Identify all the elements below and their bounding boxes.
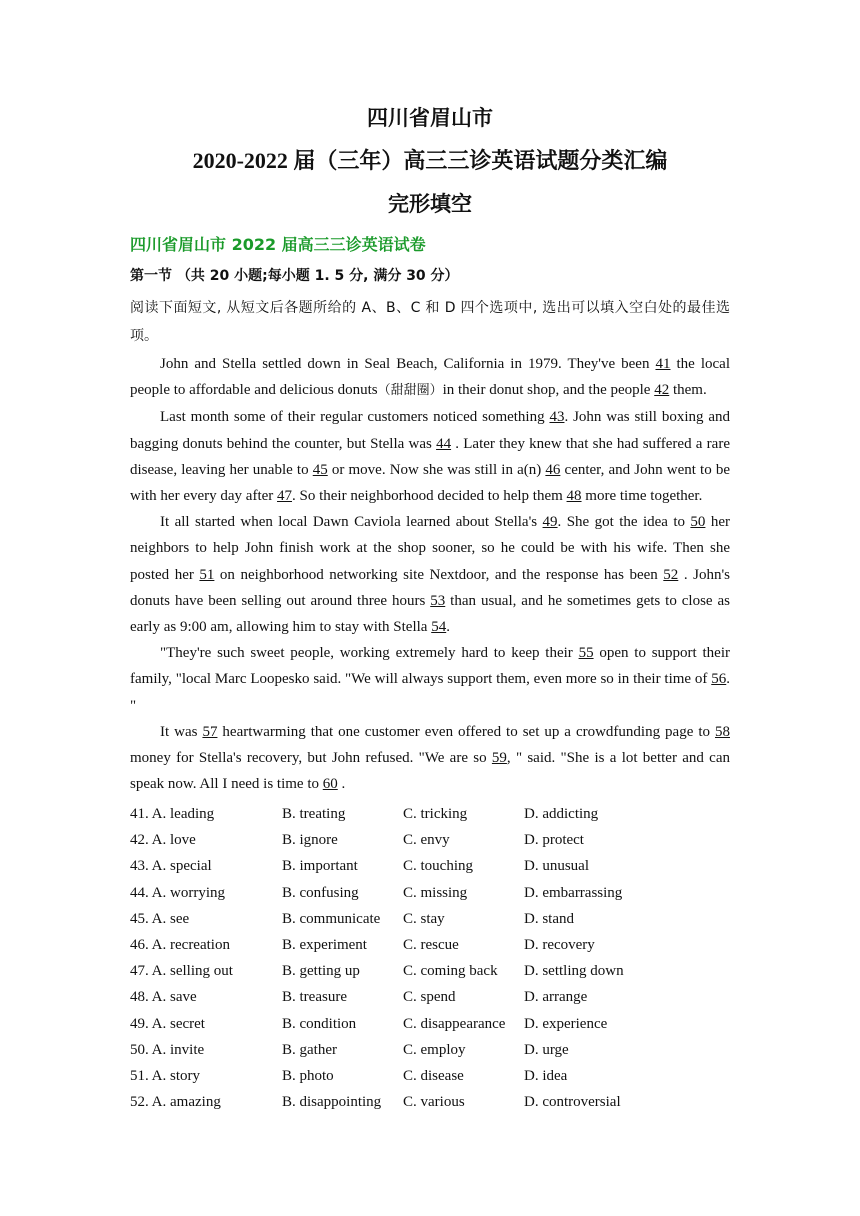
option-row [130,958,750,984]
option-a: 41. A. leading [130,806,215,822]
option-c: C. coming back [403,963,498,980]
passage-text: . Later they knew that she had suffered a rare disease, leaving her unable to [130,435,730,478]
option-c: C. tricking [403,806,468,822]
option-a: 50. A. invite [130,1041,205,1058]
passage-text: the local people to affordable and delicious donuts [130,356,730,399]
blank-number: 57 [202,723,218,740]
blank-number: 52 [663,566,679,583]
option-c: C. disease [403,1067,464,1084]
option-d: D. experience [524,1015,608,1032]
option-a: 44. A. worrying [130,884,225,901]
passage-paragraph [130,640,730,719]
option-b: B. confusing [282,884,359,901]
passage-text: . [446,619,450,636]
blank-number: 47 [277,488,293,505]
option-b: B. condition [282,1015,357,1032]
passage-text: . She got the idea to [557,514,691,531]
option-c: C. disappearance [403,1015,506,1032]
option-b: B. photo [282,1067,334,1084]
title-line-1: 四川省眉山市 [367,106,493,130]
option-d: D. stand [524,910,574,927]
option-a: 45. A. see [130,910,190,927]
blank-number: 45 [312,461,328,478]
option-c: C. various [403,1094,465,1111]
blank-number: 58 [715,723,730,740]
option-row [130,984,750,1010]
option-d: D. controversial [524,1094,621,1111]
option-a: 49. A. secret [130,1015,205,1032]
passage-text: "They're such sweet people, working extremely hard to keep their [160,645,579,662]
option-d: D. embarrassing [524,884,623,901]
title-line-2: 2020-2022 届（三年）高三三诊英语试题分类汇编 [192,148,668,173]
blank-number: 59 [491,750,507,767]
blank-number: 53 [430,592,446,609]
chinese-gloss: （甜甜圈） [377,383,443,399]
instructions: 阅读下面短文, 从短文后各题所给的 A、B、C 和 D 四个选项中, 选出可以填入空白处的最佳选项。 [130,300,730,344]
blank-number: 49 [542,514,558,531]
option-row [130,853,750,879]
option-row [130,827,750,853]
passage-text: . " [130,671,730,714]
option-d: D. settling down [524,963,624,980]
option-row [130,880,750,906]
option-b: B. getting up [282,963,360,980]
blank-number: 50 [690,514,706,531]
option-row [130,1011,750,1037]
option-row [130,801,750,827]
option-d: D. urge [524,1041,569,1058]
passage-text: center, and John went to be with her every day after [130,461,730,505]
option-c: C. touching [403,858,473,875]
option-c: C. employ [403,1041,466,1058]
passage-text: It was [160,723,203,740]
option-row [130,1089,750,1115]
option-b: B. treating [282,806,346,822]
title-line-3: 完形填空 [388,192,472,216]
blank-number: 56 [711,671,727,688]
option-a: 47. A. selling out [130,963,233,980]
passage-paragraph [130,351,730,404]
passage-text: . John's donuts have been selling out around three hours [130,566,730,609]
option-d: D. arrange [524,989,588,1006]
option-row [130,906,750,932]
blank-number: 54 [431,619,447,636]
passage-text: . John was still boxing and bagging donuts behind the counter, but Stella was [130,409,731,452]
passage-text: than usual, and he sometimes gets to close as early as 9:00 am, allowing him to stay with Stella [130,592,731,636]
passage-text: more time together. [581,488,703,505]
option-c: C. spend [403,989,456,1006]
passage-text: on neighborhood networking site Nextdoor, and the response has been [214,566,664,583]
blank-number: 60 [322,776,338,793]
option-b: B. communicate [282,910,381,927]
option-b: B. experiment [282,936,367,953]
option-a: 51. A. story [130,1067,201,1084]
option-b: B. important [282,858,358,875]
option-c: C. envy [403,832,450,849]
option-d: D. addicting [524,806,599,822]
option-row [130,932,750,958]
option-a: 52. A. amazing [130,1094,221,1111]
option-d: D. recovery [524,936,595,953]
option-b: B. ignore [282,832,338,849]
blank-number: 43 [549,409,565,426]
blank-number: 48 [566,488,582,505]
option-c: C. rescue [403,936,459,953]
passage [130,351,730,797]
blank-number: 55 [578,645,594,662]
passage-text: , " said. "She is a lot better and can speak now. All I need is time to [130,750,730,793]
option-a: 42. A. love [130,832,196,849]
option-d: D. unusual [524,858,589,875]
section-title: 四川省眉山市 2022 届高三三诊英语试卷 [130,235,426,254]
passage-paragraph [130,719,730,798]
passage-text: or move. Now she was still in a(n) [327,461,546,478]
passage-text: in their donut shop, and the people [442,382,655,399]
part-heading: 第一节 （共 20 小题;每小题 1. 5 分, 满分 30 分） [130,268,459,284]
option-a: 46. A. recreation [130,936,230,953]
passage-text: It all started when local Dawn Caviola learned about Stella's [160,514,543,531]
blank-number: 51 [199,566,215,583]
option-b: B. treasure [282,989,347,1006]
passage-text: her neighbors to help John finish work at the shop sooner, so he could be with his wife. Then she posted her [130,514,730,583]
passage-text: money for Stella's recovery, but John refused. "We are so [130,750,492,767]
passage-text: . [337,776,346,793]
option-b: B. gather [282,1041,337,1058]
passage-text: heartwarming that one customer even offered to set up a crowdfunding page to [217,723,715,740]
passage-paragraph [130,404,730,509]
passage-paragraph [130,509,730,640]
blank-number: 41 [655,356,671,372]
blank-number: 42 [654,382,670,399]
passage-text: . So their neighborhood decided to help them [292,488,567,505]
option-row [130,1037,750,1063]
passage-text: John and Stella settled down in Seal Beach, California in 1979. They've been [160,356,656,372]
passage-text: open to support their family, "local Marc Loopesko said. "We will always support them, even more so in their time of [130,645,730,688]
option-b: B. disappointing [282,1094,382,1111]
option-row [130,1063,750,1089]
passage-text: Last month some of their regular customers noticed something [160,409,550,426]
blank-number: 46 [545,461,561,478]
options-list [130,801,750,1115]
option-d: D. idea [524,1067,568,1084]
option-c: C. stay [403,910,445,927]
option-d: D. protect [524,832,584,849]
option-a: 48. A. save [130,989,197,1006]
option-c: C. missing [403,884,468,901]
passage-text: them. [669,382,707,399]
blank-number: 44 [436,435,452,452]
option-a: 43. A. special [130,858,212,875]
